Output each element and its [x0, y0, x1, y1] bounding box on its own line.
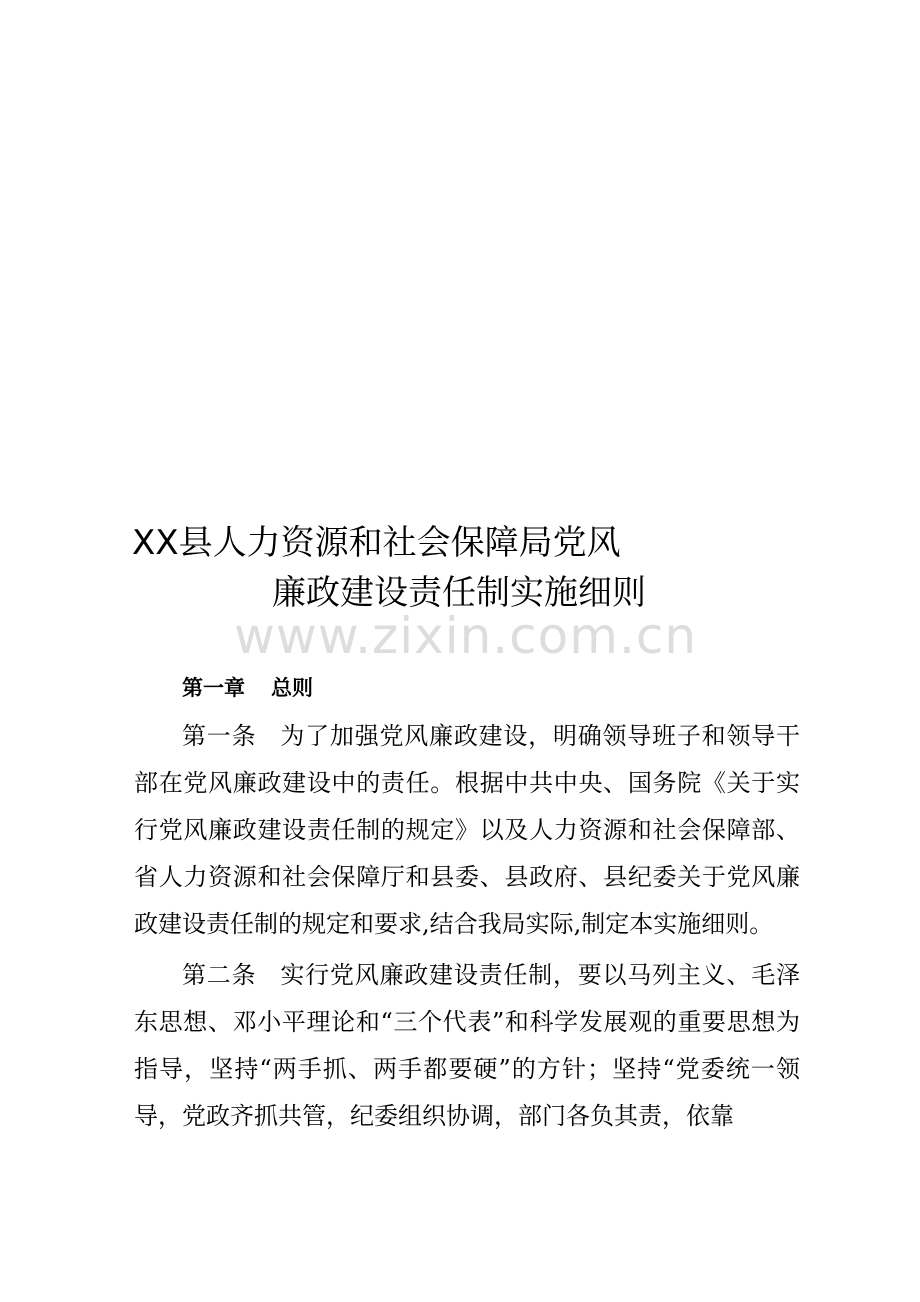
- article-text: 实行党风廉政建设责任制，要以马列主义、毛泽东思想、邓小平理论和“三个代表”和科学发展观的重要思想为指导，坚持“两手抓、两手都要硬”的方针；坚持“党委统一领导，党政齐抓共管，纪委组织协调，部门各负其责，依靠: [134, 961, 801, 1130]
- article-1: [134, 713, 800, 948]
- article-label: 第一条: [182, 722, 257, 750]
- document-title-line-2: 廉政建设责任制实施细则: [272, 573, 646, 613]
- article-text: 为了加强党风廉政建设，明确领导班子和领导干部在党风廉政建设中的责任。根据中共中央、国务院《关于实行党风廉政建设责任制的规定》以及人力资源和社会保障部、省人力资源和社会保障厅和县委、县政府、县纪委关于党风廉政建设责任制的规定和要求,结合我局实际,制定本实施细则。: [134, 722, 801, 938]
- chapter-number: 第一章: [182, 676, 245, 700]
- chapter-heading: [182, 668, 313, 708]
- article-paragraph: [134, 713, 800, 948]
- article-paragraph: [134, 952, 800, 1140]
- article-label: 第二条: [182, 961, 257, 989]
- watermark: www.zixin.com.cn: [234, 607, 698, 665]
- document-title-line-1: XX县人力资源和社会保障局党风: [132, 523, 621, 563]
- chapter-name: 总则: [271, 676, 313, 700]
- article-2: [134, 952, 800, 1140]
